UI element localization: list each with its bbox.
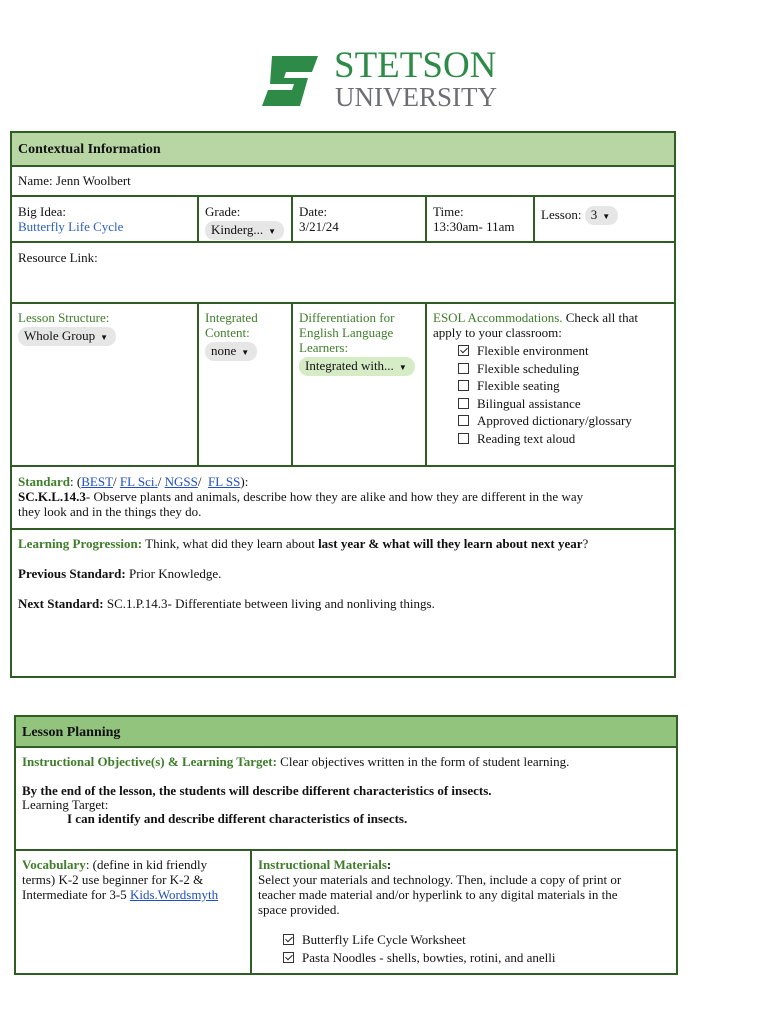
name-row [12, 167, 674, 197]
lesson-planning-table [14, 715, 678, 975]
stetson-logo [262, 46, 522, 112]
standard-description [18, 489, 668, 504]
esol-instruction-1: Check all that [562, 310, 638, 325]
grade-dropdown[interactable] [205, 221, 284, 240]
time-value: 13:30am- 11am [433, 219, 515, 234]
checkbox-icon[interactable] [458, 415, 469, 426]
progression-line [18, 536, 668, 551]
big-idea-label: Big Idea: [18, 204, 67, 219]
vocab-text-1: : (define in kid friendly [85, 857, 208, 872]
vocab-line-3 [22, 887, 244, 902]
material-item-label: Butterfly Life Cycle Worksheet [302, 932, 466, 947]
esol-option[interactable] [433, 395, 668, 413]
standard-label: Standard [18, 474, 71, 489]
integrated-content-dropdown[interactable] [205, 342, 257, 361]
objective-statement [22, 783, 670, 798]
lesson-dropdown[interactable] [585, 206, 618, 225]
planning-header-row [16, 717, 676, 748]
checkbox-icon[interactable] [458, 363, 469, 374]
time-label: Time: [433, 204, 464, 219]
standard-close: ): [240, 474, 249, 489]
esol-option[interactable] [433, 342, 668, 360]
esol-option[interactable] [433, 430, 668, 448]
lesson-structure-dropdown[interactable] [18, 327, 116, 346]
checkbox-icon[interactable] [458, 433, 469, 444]
logo-university-text: UNIVERSITY [335, 82, 497, 112]
standard-heading: Standard: (BEST/ FL Sci./ NGSS/ FL SS): [18, 474, 249, 489]
vocabulary-materials-row [16, 851, 676, 973]
differentiation-label-1: Differentiation for [299, 310, 395, 325]
kids-wordsmyth-link[interactable]: Kids.Wordsmyth [129, 887, 219, 902]
lesson-info-row [12, 197, 674, 243]
lesson-structure-label: Lesson Structure: [18, 310, 110, 325]
standard-row [12, 467, 674, 530]
objective-bold: By the end of the lesson, the students will describe different characteristics of insects. [22, 783, 492, 798]
integrated-content-label-1: Integrated [205, 310, 258, 325]
esol-option[interactable] [433, 412, 668, 430]
resource-link-row [12, 243, 674, 304]
material-item[interactable] [258, 949, 670, 967]
previous-standard-label: Previous Standard: [18, 566, 126, 581]
lesson-structure-value: Whole Group [24, 328, 96, 343]
progression-bold: last year & what will they learn about next year [318, 536, 583, 551]
checkbox-icon[interactable] [283, 934, 294, 945]
objective-heading [22, 754, 670, 769]
vocab-line-1 [22, 857, 244, 872]
esol-option[interactable] [433, 377, 668, 395]
checkbox-icon[interactable] [458, 380, 469, 391]
learning-target-label: Learning Target: [22, 797, 109, 812]
contextual-header-row [12, 133, 674, 167]
vocab-text-2: terms) K-2 use beginner for K-2 & [22, 872, 204, 887]
checkbox-icon[interactable] [458, 345, 469, 356]
chevron-down-icon: ▼ [268, 226, 277, 236]
differentiation-dropdown[interactable] [299, 357, 415, 376]
planning-header-title: Lesson Planning [22, 725, 121, 740]
standard-text-1: - Observe plants and animals, describe how they are alike and how they are different in the way [85, 489, 584, 504]
progression-end: ? [582, 536, 589, 551]
esol-option-label: Reading text aloud [477, 430, 576, 446]
chevron-down-icon: ▼ [398, 362, 407, 372]
resource-link-label: Resource Link: [18, 250, 98, 265]
esol-option-label: Bilingual assistance [477, 395, 581, 411]
lesson-structure-row [12, 304, 674, 467]
chevron-down-icon: ▼ [602, 211, 611, 221]
lesson-value: 3 [590, 207, 598, 222]
materials-text-1: Select your materials and technology. Then, include a copy of print or [258, 872, 622, 887]
grade-label: Grade: [205, 204, 241, 219]
fl-ss-link[interactable]: FL SS [207, 474, 241, 489]
esol-option-label: Flexible scheduling [477, 360, 580, 376]
next-standard-label: Next Standard: [18, 596, 104, 611]
standard-code: SC.K.L.14.3 [18, 489, 86, 504]
lesson-label: Lesson: [541, 207, 582, 222]
chevron-down-icon: ▼ [100, 332, 109, 342]
previous-standard-line [18, 566, 668, 581]
stetson-shield-icon [262, 52, 322, 110]
next-standard-line [18, 596, 668, 611]
contextual-header-title: Contextual Information [18, 142, 161, 157]
progression-label: Learning Progression: [18, 536, 143, 551]
materials-list [258, 931, 670, 966]
esol-option-label: Approved dictionary/glossary [477, 413, 632, 428]
material-item[interactable] [258, 931, 670, 949]
contextual-information-table [10, 131, 676, 678]
fl-sci-link[interactable]: FL Sci. [119, 474, 158, 489]
materials-text-2: teacher made material and/or hyperlink to any digital materials in the [258, 887, 618, 902]
date-value: 3/21/24 [299, 219, 339, 234]
grade-value: Kinderg... [211, 222, 264, 237]
learning-target-bold: I can identify and describe different characteristics of insects. [67, 811, 408, 826]
progression-text: Think, what did they learn about [142, 536, 319, 551]
objective-row [16, 748, 676, 851]
logo-stetson-text: STETSON [334, 45, 497, 86]
esol-options-list [433, 342, 668, 447]
previous-standard-value: Prior Knowledge. [125, 566, 222, 581]
esol-heading [433, 310, 668, 325]
esol-option-label: Flexible environment [477, 343, 589, 358]
esol-option-label: Flexible seating [477, 378, 560, 393]
best-link[interactable]: BEST [81, 474, 114, 489]
checkbox-icon[interactable] [283, 952, 294, 963]
integrated-content-value: none [211, 343, 237, 358]
objective-instruction: Clear objectives written in the form of student learning. [276, 754, 570, 769]
differentiation-value: Integrated with... [305, 358, 394, 373]
material-item-label: Pasta Noodles - shells, bowties, rotini, and anelli [302, 949, 556, 965]
standard-open: : ( [70, 474, 82, 489]
standard-text-2: they look and in the things they do. [18, 504, 202, 519]
chevron-down-icon: ▼ [241, 347, 250, 357]
differentiation-label-2: English Language [299, 325, 394, 340]
esol-label: ESOL Accommodations. [433, 310, 563, 325]
next-standard-value: SC.1.P.14.3- Differentiate between living and nonliving things. [103, 596, 435, 611]
integrated-content-label-2: Content: [205, 325, 250, 340]
vocab-text-3: Intermediate for 3-5 [22, 887, 130, 902]
differentiation-label-3: Learners: [299, 340, 349, 355]
materials-heading [258, 857, 670, 872]
big-idea-value: Butterfly Life Cycle [18, 219, 124, 234]
materials-text-3: space provided. [258, 902, 340, 917]
materials-label: Instructional Materials [258, 857, 387, 872]
learning-progression-row [12, 530, 674, 676]
teacher-name: Name: Jenn Woolbert [18, 173, 131, 188]
learning-target-statement [22, 811, 670, 826]
vocab-label: Vocabulary [22, 857, 86, 872]
objective-label: Instructional Objective(s) & Learning Target: [22, 754, 277, 769]
date-label: Date: [299, 204, 328, 219]
esol-option[interactable] [433, 360, 668, 378]
checkbox-icon[interactable] [458, 398, 469, 409]
ngss-link[interactable]: NGSS [164, 474, 198, 489]
esol-instruction-2: apply to your classroom: [433, 325, 562, 340]
materials-colon: : [386, 857, 392, 872]
